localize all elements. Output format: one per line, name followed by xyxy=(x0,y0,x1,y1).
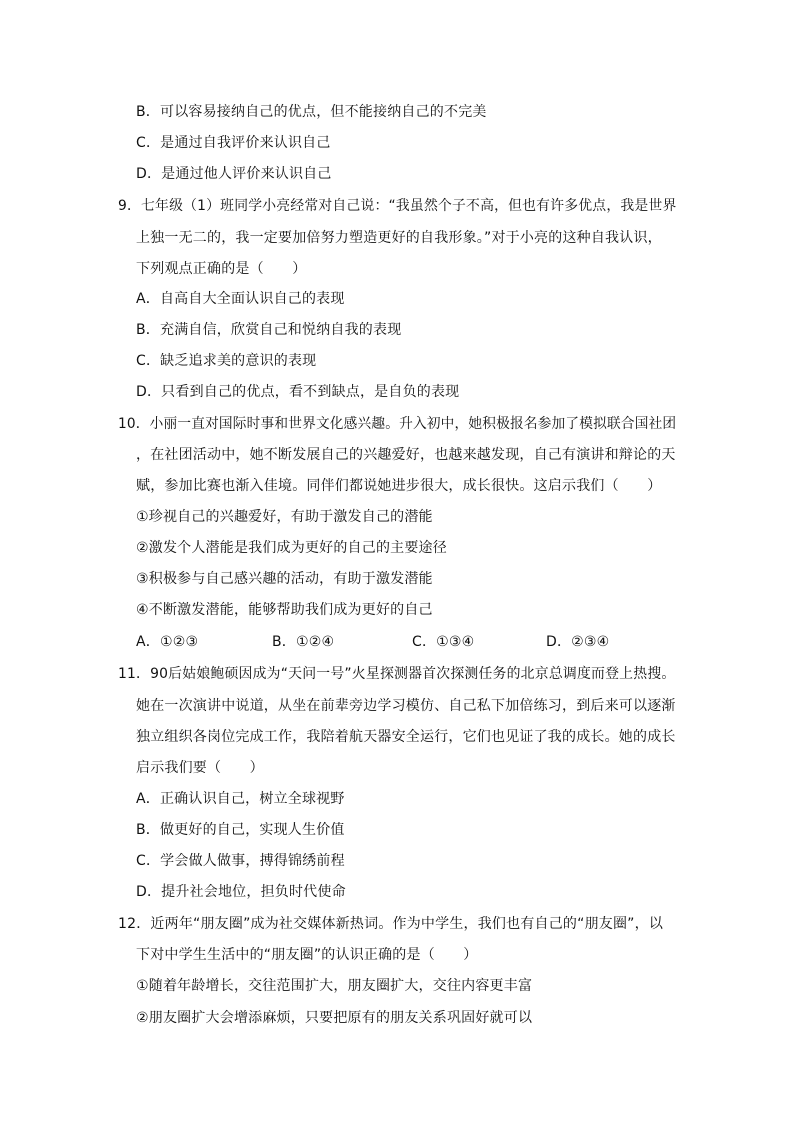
q10-statement-1: ①珍视自己的兴趣爱好，有助于激发自己的潜能 xyxy=(136,509,433,525)
q8-option-c: C．是通过自我评价来认识自己 xyxy=(136,135,331,151)
q9-option-b: B．充满自信，欣赏自己和悦纳自我的表现 xyxy=(136,322,402,338)
q12-stem-line1: 12．近两年“朋友圈”成为社交媒体新热词。作为中学生，我们也有自己的“朋友圈”，以 xyxy=(118,916,664,932)
q12-statement-1: ①随着年龄增长，交往范围扩大，朋友圈扩大，交往内容更丰富 xyxy=(136,978,533,994)
q10-stem-line2: ，在社团活动中，她不断发展自己的兴趣爱好，也越来越发现，自己有演讲和辩论的天 xyxy=(136,447,676,463)
q8-option-b: B．可以容易接纳自己的优点，但不能接纳自己的不完美 xyxy=(136,104,487,120)
q11-option-d: D．提升社会地位，担负时代使命 xyxy=(136,884,346,900)
q10-stem-line1: 10．小丽一直对国际时事和世界文化感兴趣。升入初中，她积极报名参加了模拟联合国社团 xyxy=(118,416,677,432)
q11-option-c: C．学会做人做事，搏得锦绣前程 xyxy=(136,853,345,869)
q9-stem-line3: 下列观点正确的是（ ） xyxy=(136,261,307,277)
q12-stem-line2: 下对中学生生活中的“朋友圈”的认识正确的是（ ） xyxy=(136,947,478,963)
q9-option-a: A．自高自大全面认识自己的表现 xyxy=(136,291,345,307)
q10-statement-2: ②激发个人潜能是我们成为更好的自己的主要途径 xyxy=(136,540,447,556)
q10-option-a: A．①②③ xyxy=(136,634,199,650)
q11-stem-line2: 她在一次演讲中说道，从坐在前辈旁边学习模仿、自己私下加倍练习，到后来可以逐渐 xyxy=(136,698,676,714)
q9-option-d: D．只看到自己的优点，看不到缺点，是自负的表现 xyxy=(136,384,460,400)
q11-option-a: A．正确认识自己，树立全球视野 xyxy=(136,791,345,807)
q10-option-d: D．②③④ xyxy=(546,634,610,650)
q9-option-c: C．缺乏追求美的意识的表现 xyxy=(136,353,317,369)
q11-stem-line3: 独立组织各岗位完成工作，我陪着航天器安全运行，它们也见证了我的成长。她的成长 xyxy=(136,729,676,745)
q11-stem-line1: 11．90后姑娘鲍硕因成为“天问一号”火星探测器首次探测任务的北京总调度而登上热搜。 xyxy=(118,666,676,682)
q10-stem-line3: 赋，参加比赛也渐入佳境。同伴们都说她进步很大，成长很快。这启示我们（ ） xyxy=(136,478,662,494)
q11-option-b: B．做更好的自己，实现人生价值 xyxy=(136,822,345,838)
q9-stem-line2: 上独一无二的，我一定要加倍努力塑造更好的自我形象。”对于小亮的这种自我认识， xyxy=(136,230,662,246)
q10-option-b: B．①②④ xyxy=(272,634,335,650)
q11-stem-line4: 启示我们要（ ） xyxy=(136,760,264,776)
q12-statement-2: ②朋友圈扩大会增添麻烦，只要把原有的朋友关系巩固好就可以 xyxy=(136,1010,533,1026)
q10-statement-3: ③积极参与自己感兴趣的活动，有助于激发潜能 xyxy=(136,571,433,587)
q10-option-c: C．①③④ xyxy=(412,634,475,650)
q10-statement-4: ④不断激发潜能，能够帮助我们成为更好的自己 xyxy=(136,602,433,618)
q9-stem-line1: 9．七年级（1）班同学小亮经常对自己说：“我虽然个子不高，但也有许多优点，我是世界 xyxy=(118,198,677,214)
q8-option-d: D．是通过他人评价来认识自己 xyxy=(136,166,332,182)
